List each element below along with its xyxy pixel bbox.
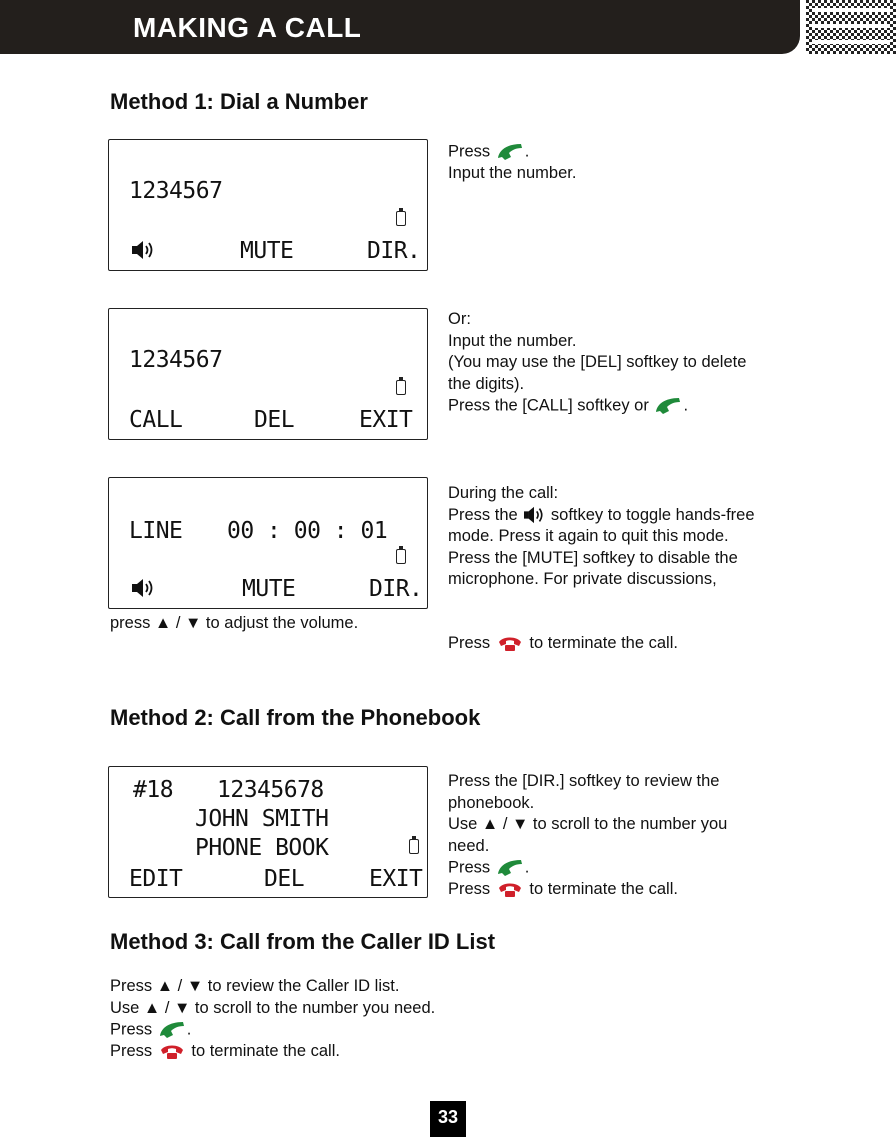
lcd-screen-incall	[108, 477, 428, 609]
end-call-icon	[157, 1042, 187, 1062]
lcd-phonebook-label: PHONE BOOK	[195, 835, 329, 861]
lcd-screen-phonebook	[108, 766, 428, 898]
header-bar	[0, 0, 800, 54]
terminate-text: Press to terminate the call.	[448, 634, 678, 652]
talk-icon	[495, 857, 525, 879]
lcd-line-label: LINE	[129, 518, 183, 544]
speaker-icon	[131, 577, 155, 599]
lcd-screen-predial	[108, 308, 428, 440]
softkey-exit: EXIT	[369, 866, 423, 892]
speaker-icon	[522, 505, 546, 525]
decorative-pattern	[806, 0, 896, 54]
lcd-call-timer: 00 : 00 : 01	[227, 518, 388, 544]
battery-icon	[396, 549, 406, 564]
battery-icon	[409, 839, 419, 854]
speaker-icon	[131, 239, 155, 261]
method1-step3-text: During the call: Press the softkey to toggle hands-free mode. Press it again to quit this mode. Press the [MUTE] softkey to disable the microphone. For private discussions,	[448, 484, 755, 588]
lcd-screen-dial	[108, 139, 428, 271]
lcd-entry-name: JOHN SMITH	[195, 806, 329, 832]
page-number: 33	[430, 1101, 466, 1137]
softkey-del: DEL	[264, 866, 305, 892]
page-title: MAKING A CALL	[133, 12, 362, 43]
volume-text: press ▲ / ▼ to adjust the volume.	[110, 614, 359, 632]
softkey-exit: EXIT	[359, 407, 413, 433]
end-call-icon	[495, 880, 525, 900]
softkey-mute: MUTE	[240, 238, 294, 264]
battery-icon	[396, 380, 406, 395]
method1-step2-text: Or: Input the number. (You may use the [DEL] softkey to delete the digits). Press the [CALL] softkey or .	[448, 309, 746, 417]
softkey-mute: MUTE	[242, 576, 296, 602]
method3-heading: Method 3: Call from the Caller ID List	[110, 929, 496, 954]
method1-step1-text: Press . Input the number.	[448, 142, 577, 182]
method1-heading: Method 1: Dial a Number	[110, 89, 368, 114]
lcd-entry-number: 12345678	[217, 777, 324, 803]
lcd-entry-index: #18	[133, 777, 174, 803]
talk-icon	[653, 395, 683, 417]
softkey-call: CALL	[129, 407, 183, 433]
battery-icon	[396, 211, 406, 226]
method2-text: Press the [DIR.] softkey to review the phonebook. Use ▲ / ▼ to scroll to the number you need. Press . Press to terminate the call.	[448, 772, 728, 898]
softkey-del: DEL	[254, 407, 295, 433]
talk-icon	[157, 1019, 187, 1041]
method2-heading: Method 2: Call from the Phonebook	[110, 705, 481, 730]
end-call-icon	[495, 634, 525, 654]
softkey-dir: DIR.	[369, 576, 423, 602]
lcd-number: 1234567	[129, 178, 223, 204]
lcd-number: 1234567	[129, 347, 223, 373]
softkey-dir: DIR.	[367, 238, 421, 264]
method3-text: Press ▲ / ▼ to review the Caller ID list. Use ▲ / ▼ to scroll to the number you need. Press . Press to terminate the call.	[110, 977, 436, 1060]
softkey-edit: EDIT	[129, 866, 183, 892]
talk-icon	[495, 141, 525, 163]
